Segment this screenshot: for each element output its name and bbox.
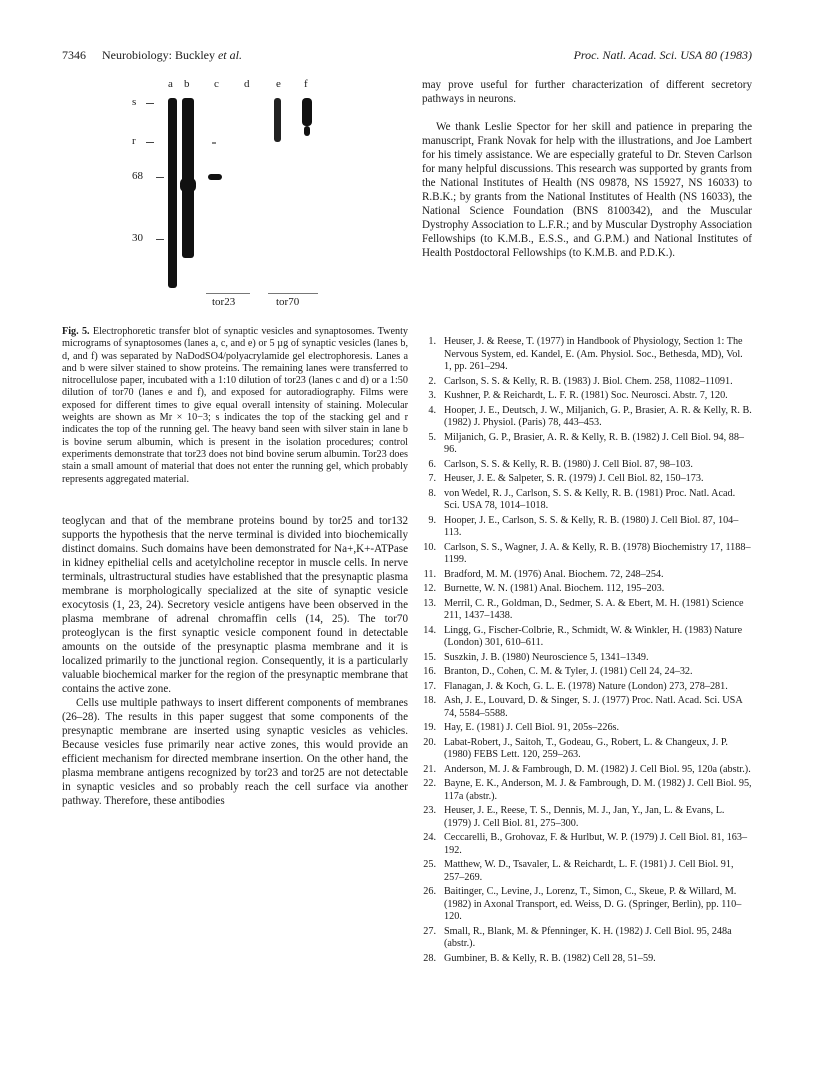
reference-text: Suszkin, J. B. (1980) Neuroscience 5, 1341–1349.	[444, 651, 649, 663]
reference-item	[422, 805, 752, 830]
reference-text: Carlson, S. S. & Kelly, R. B. (1980) J. Cell Biol. 87, 98–103.	[444, 458, 693, 470]
reference-text: Small, R., Blank, M. & Pfenninger, K. H. (1982) J. Cell Biol. 95, 248a (abstr.).	[444, 925, 732, 949]
reference-number: 20.	[423, 736, 436, 748]
body-paragraph-1: teoglycan and that of the membrane proteins bound by tor25 and tor132 supports the hypothesis that the nerve terminal is divided into biochemically distinct domains. Such domains have been demonstrated for Na+,K+-ATPase in kidney epithelial cells and acetylcholine receptor in muscle cells. In nerve terminals, ultrastructural studies have established that the presynaptic plasma membrane is morphologically specialized at the site of synaptic vesicle exocytosis (1, 23, 24). Secretory vesicle antigens have been observed in the plasma membrane of adrenal chromaffin cells (14, 25). The tor70 proteoglycan is the first synaptic vesicle component found in detectable amounts on the outside of the presynaptic plasma membrane and it is localized primarily to the junctional region. Consequently, it is a particularly valuable biochemical marker for the region of the presynaptic membrane that contains the active zone.	[62, 515, 408, 695]
reference-text: Labat-Robert, J., Saitoh, T., Godeau, G., Robert, L. & Changeux, J. P. (1980) FEBS Lett. 120, 259–263.	[444, 736, 728, 760]
reference-item	[422, 583, 752, 596]
reference-text: Branton, D., Cohen, C. M. & Tyler, J. (1981) Cell 24, 24–32.	[444, 666, 693, 677]
reference-number: 27.	[423, 925, 436, 937]
reference-item	[422, 737, 752, 762]
marker-tick-68	[156, 177, 164, 178]
acknowledgements: We thank Leslie Spector for her skill and patience in preparing the manuscript, Frank Novak for help with the illustrations, and Joe Lambert for his timely assistance. We are especially grateful to Dr. Steven Carlson for many helpful discussions. This research was supported by grants from the National Institutes of Health (NS 09878, NS 15927, NS 16033) to R.B.K.; by grants from the National Institutes of Health (NS 16033), the National Science Foundation (BNS 8100342), and the Muscular Dystrophy Association to L.F.R.; and by Muscular Dystrophy Association Fellowships (to K.M.B., E.S.S., and G.P.M.) and National Institutes of Health Postdoctoral Fellowships (to K.M.B. and P.D.K.).	[422, 121, 752, 259]
reference-item	[422, 542, 752, 567]
marker-68: 68	[132, 170, 143, 182]
reference-item	[422, 764, 752, 777]
reference-number: 24.	[423, 832, 436, 843]
lane-b-heavy-band	[180, 178, 196, 192]
caption-label: Fig. 5.	[62, 326, 90, 337]
reference-text: Merril, C. R., Goldman, D., Sedmer, S. A. & Ebert, M. H. (1981) Science 211, 1437–1438.	[444, 597, 744, 621]
reference-item	[422, 666, 752, 679]
reference-number: 21.	[423, 763, 436, 775]
reference-item	[422, 432, 752, 457]
reference-number: 14.	[423, 624, 436, 636]
reference-item	[422, 926, 752, 951]
reference-item	[422, 569, 752, 582]
lane-e-smear	[274, 98, 281, 142]
left-column-body	[62, 514, 408, 808]
reference-number: 15.	[423, 651, 436, 663]
reference-number: 23.	[423, 805, 436, 816]
reference-item	[422, 598, 752, 623]
reference-text: Heuser, J. E. & Salpeter, S. R. (1979) J. Cell Biol. 82, 150–173.	[444, 473, 704, 484]
reference-item	[422, 515, 752, 540]
lane-c-faint-band	[212, 142, 216, 144]
figure-caption	[62, 326, 408, 486]
page-number: 7346	[62, 48, 86, 62]
reference-text: Ceccarelli, B., Grohovaz, F. & Hurlbut, W. P. (1979) J. Cell Biol. 81, 163–192.	[444, 832, 748, 856]
journal-citation: Proc. Natl. Acad. Sci. USA 80 (1983)	[573, 48, 752, 62]
reference-text: Bradford, M. M. (1976) Anal. Biochem. 72, 248–254.	[444, 568, 664, 580]
reference-number: 26.	[423, 886, 436, 897]
reference-number: 13.	[423, 597, 436, 609]
reference-number: 18.	[423, 695, 436, 706]
right-column-body	[422, 78, 752, 260]
reference-item	[422, 405, 752, 430]
reference-text: Lingg, G., Fischer-Colbrie, R., Schmidt, W. & Winkler, H. (1983) Nature (London) 301, 610–611.	[444, 624, 743, 648]
reference-number: 7.	[428, 473, 436, 484]
reference-number: 6.	[428, 458, 436, 470]
reference-number: 19.	[423, 722, 436, 733]
reference-text: Kushner, P. & Reichardt, L. F. R. (1981) Soc. Neurosci. Abstr. 7, 120.	[444, 390, 728, 401]
marker-tick-s	[146, 103, 154, 104]
lane-label-f: f	[304, 78, 308, 90]
reference-text: von Wedel, R. J., Carlson, S. S. & Kelly, R. B. (1981) Proc. Natl. Acad. Sci. USA 78, 1014–1018.	[444, 487, 736, 511]
reference-number: 4.	[428, 404, 436, 416]
reference-text: Ash, J. E., Louvard, D. & Singer, S. J. (1977) Proc. Natl. Acad. Sci. USA 74, 5584–5588.	[444, 695, 743, 719]
reference-number: 22.	[423, 778, 436, 789]
tor70-label: tor70	[276, 296, 300, 308]
reference-text: Bayne, E. K., Anderson, M. J. & Fambrough, D. M. (1982) J. Cell Biol. 95, 117a (abstr.).	[444, 778, 752, 802]
lane-c-band	[208, 174, 222, 180]
reference-item	[422, 652, 752, 665]
lane-label-b: b	[184, 78, 190, 90]
reference-text: Hooper, J. E., Carlson, S. S. & Kelly, R. B. (1980) J. Cell Biol. 87, 104–113.	[444, 514, 739, 538]
tor23-bracket	[206, 293, 250, 294]
reference-text: Hay, E. (1981) J. Cell Biol. 91, 205s–226s.	[444, 722, 620, 733]
reference-item	[422, 859, 752, 884]
reference-text: Baitinger, C., Levine, J., Lorenz, T., Simon, C., Skeue, P. & Willard, M. (1982) in Axonal Transport, ed. Weiss, D. G. (Springer, Berlin), pp. 110–120.	[444, 886, 742, 922]
lane-label-e: e	[276, 78, 281, 90]
reference-number: 5.	[428, 431, 436, 443]
reference-item	[422, 488, 752, 513]
reference-item	[422, 778, 752, 803]
marker-30: 30	[132, 232, 143, 244]
reference-item	[422, 459, 752, 472]
lane-a-stain	[168, 98, 177, 288]
lane-label-a: a	[168, 78, 173, 90]
reference-number: 8.	[428, 487, 436, 499]
reference-text: Matthew, W. D., Tsavaler, L. & Reichardt, L. F. (1981) J. Cell Biol. 91, 257–269.	[444, 859, 734, 883]
reference-number: 11.	[423, 568, 436, 580]
page-header	[62, 48, 752, 64]
reference-text: Heuser, J. E., Reese, T. S., Dennis, M. J., Jan, Y., Jan, L. & Evans, L. (1979) J. Cell Biol. 81, 275–300.	[444, 805, 725, 829]
reference-number: 17.	[423, 680, 436, 692]
reference-item	[422, 390, 752, 403]
body-continuation: may prove useful for further characterization of different secretory pathways in neurons.	[422, 79, 752, 105]
reference-text: Anderson, M. J. & Fambrough, D. M. (1982) J. Cell Biol. 95, 120a (abstr.).	[444, 763, 751, 775]
western-blot-figure	[132, 78, 372, 313]
reference-item	[422, 376, 752, 389]
lane-label-d: d	[244, 78, 250, 90]
reference-text: Hooper, J. E., Deutsch, J. W., Miljanich, G. P., Brasier, A. R. & Kelly, R. B. (1982) J. Physiol. (Paris) 78, 443–453.	[444, 404, 752, 428]
reference-item	[422, 886, 752, 924]
reference-text: Carlson, S. S., Wagner, J. A. & Kelly, R. B. (1978) Biochemistry 17, 1188–1199.	[444, 541, 751, 565]
reference-number: 25.	[423, 859, 436, 870]
lane-label-c: c	[214, 78, 219, 90]
caption-text: Electrophoretic transfer blot of synaptic vesicles and synaptosomes. Twenty micrograms of synaptosomes (lanes a, c, and e) or 5 µg of synaptic vesicles (lanes b, d, and f) was separated by NaDodSO4/polyacrylamide gel electrophoresis. Lanes a and b were silver stained to show proteins. The remaining lanes were transferred to nitrocellulose paper, incubated with a 1:10 dilution of tor23 (lanes c and d) or a 1:50 dilution of tor70 (lanes e and f), and exposed for autoradiography. Films were exposed for different times to give equal overall intensity of staining. Molecular weights are shown as Mr × 10−3; s indicates the top of the stacking gel and r indicates the top of the running gel. The heavy band seen with silver stain in lane b is bovine serum albumin, which is present in the isolation procedures; control experiments demonstrate that tor23 does not bind bovine serum albumin. Tor23 does stain a small amount of material that does not enter the running gel, which probably represents aggregated material.	[62, 326, 408, 485]
reference-number: 1.	[428, 336, 436, 347]
reference-item	[422, 473, 752, 486]
reference-list	[422, 336, 752, 967]
reference-text: Carlson, S. S. & Kelly, R. B. (1983) J. Biol. Chem. 258, 11082–11091.	[444, 375, 733, 387]
reference-item	[422, 722, 752, 735]
reference-item	[422, 695, 752, 720]
reference-number: 9.	[428, 514, 436, 526]
marker-r: r	[132, 135, 136, 147]
reference-item	[422, 336, 752, 374]
reference-number: 10.	[423, 541, 436, 553]
reference-item	[422, 953, 752, 966]
reference-item	[422, 681, 752, 694]
reference-text: Gumbiner, B. & Kelly, R. B. (1982) Cell 28, 51–59.	[444, 952, 656, 964]
reference-text: Burnette, W. N. (1981) Anal. Biochem. 112, 195–203.	[444, 583, 665, 594]
reference-item	[422, 832, 752, 857]
body-paragraph-2: Cells use multiple pathways to insert different components of membranes (26–28). The results in this paper suggest that some components of the presynaptic membrane are inserted using synaptic vesicles as vehicles. Because vesicles fuse primarily near active zones, this would provide an efficient mechanism for directed membrane insertion. On the other hand, the plasma membrane antigens recognized by tor23 and tor25 are not detectable in synaptic vesicles and so probably reach the cell surface via another pathway. Therefore, these antibodies	[62, 697, 408, 807]
marker-tick-r	[146, 142, 154, 143]
reference-number: 2.	[428, 375, 436, 387]
reference-number: 12.	[423, 583, 436, 594]
running-head	[102, 48, 242, 63]
lane-f-tail	[304, 126, 310, 136]
reference-text: Heuser, J. & Reese, T. (1977) in Handbook of Physiology, Section 1: The Nervous System, ed. Kandel, E. (Am. Physiol. Soc., Bethesda, MD), Vol. 1, pp. 261–294.	[444, 336, 743, 372]
reference-text: Flanagan, J. & Koch, G. L. E. (1978) Nature (London) 273, 278–281.	[444, 680, 728, 692]
tor23-label: tor23	[212, 296, 236, 308]
reference-item	[422, 625, 752, 650]
marker-tick-30	[156, 239, 164, 240]
lane-f-smear	[302, 98, 312, 126]
marker-s: s	[132, 96, 137, 108]
authors-suffix: et al.	[217, 48, 242, 62]
reference-text: Miljanich, G. P., Brasier, A. R. & Kelly, R. B. (1982) J. Cell Biol. 94, 88–96.	[444, 431, 745, 455]
reference-number: 3.	[428, 390, 436, 401]
reference-number: 16.	[423, 666, 436, 677]
section-title: Neurobiology: Buckley	[102, 48, 218, 62]
tor70-bracket	[268, 293, 318, 294]
reference-number: 28.	[423, 952, 436, 964]
